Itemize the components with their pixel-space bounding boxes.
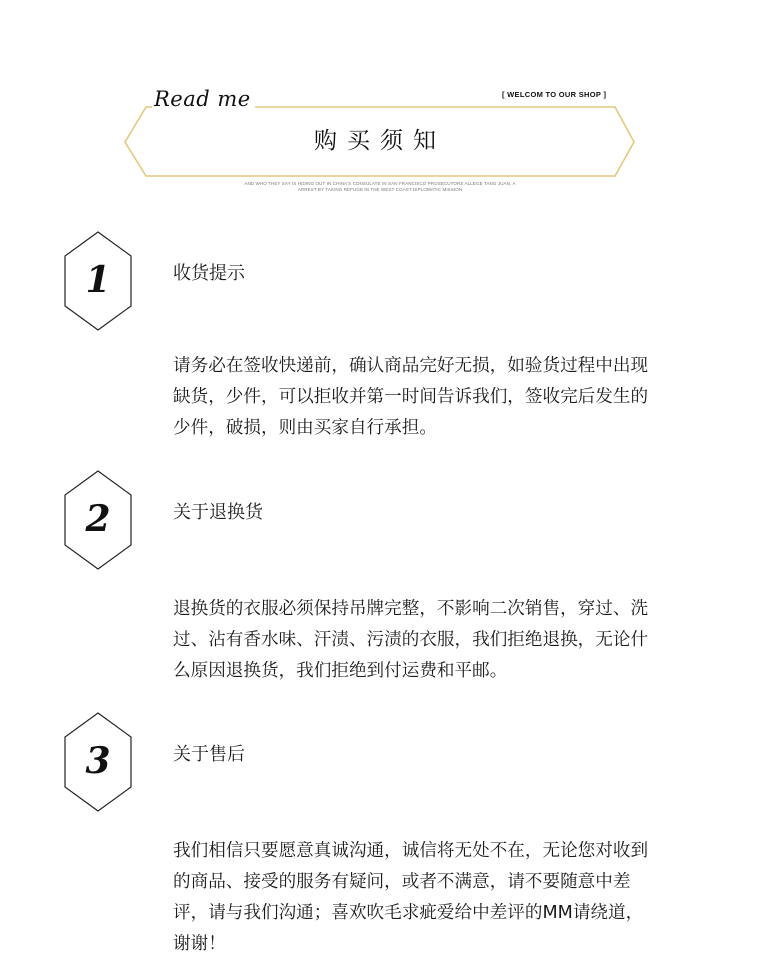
section-title: 关于退换货 xyxy=(173,502,263,523)
read-me-script-label: Read me xyxy=(152,86,255,112)
body-line: 谢谢！ xyxy=(173,934,226,954)
section-number-badge xyxy=(63,712,133,812)
section-body xyxy=(173,351,733,444)
body-line: 我们相信只要愿意真诚沟通，诚信将无处不在，无论您对收到 xyxy=(173,841,649,861)
banner-fine-print xyxy=(220,181,540,193)
body-line: 么原因退换货，我们拒绝到付运费和平邮。 xyxy=(173,661,508,681)
fine-print-line-1: AND WHO THEY SAY IS HIDING OUT IN CHINA'S CONSULATE IN SAN FRANCISCO PROSECUTORS ALLEGE TANG JUAN, A xyxy=(244,181,516,186)
section-number: 3 xyxy=(85,740,111,782)
section-receiving-tips xyxy=(0,231,760,451)
body-line: 的商品、接受的服务有疑问，或者不满意，请不要随意中差 xyxy=(173,872,631,892)
notice-banner xyxy=(0,0,760,210)
body-line: 少件，破损，则由买家自行承担。 xyxy=(173,418,437,438)
fine-print-line-2: ARREST BY TAKING REFUGE IN THE WEST COAST DIPLOMATIC MISSION xyxy=(297,187,463,192)
section-title: 关于售后 xyxy=(173,744,245,765)
section-body xyxy=(173,836,733,960)
body-line: 缺货，少件，可以拒收并第一时间告诉我们，签收完后发生的 xyxy=(173,387,649,407)
section-number-badge xyxy=(63,231,133,331)
section-title: 收货提示 xyxy=(173,263,245,284)
section-returns-exchanges xyxy=(0,470,760,690)
body-line: 请务必在签收快递前，确认商品完好无损，如验货过程中出现 xyxy=(173,356,649,376)
body-line: 退换货的衣服必须保持吊牌完整，不影响二次销售，穿过、洗 xyxy=(173,599,649,619)
banner-hexagon-frame xyxy=(0,0,760,210)
body-line: 评，请与我们沟通；喜欢吹毛求疵爱给中差评的MM请绕道， xyxy=(173,903,644,923)
section-after-sales xyxy=(0,712,760,972)
shop-welcome-tag: [ WELCOM TO OUR SHOP ] xyxy=(502,90,607,99)
body-line: 过、沾有香水味、汗渍、污渍的衣服，我们拒绝退换，无论什 xyxy=(173,630,649,650)
section-number-badge xyxy=(63,470,133,570)
section-number: 1 xyxy=(85,259,111,301)
section-body xyxy=(173,594,733,687)
section-number: 2 xyxy=(85,498,111,540)
page-title: 购买须知 xyxy=(314,128,446,154)
